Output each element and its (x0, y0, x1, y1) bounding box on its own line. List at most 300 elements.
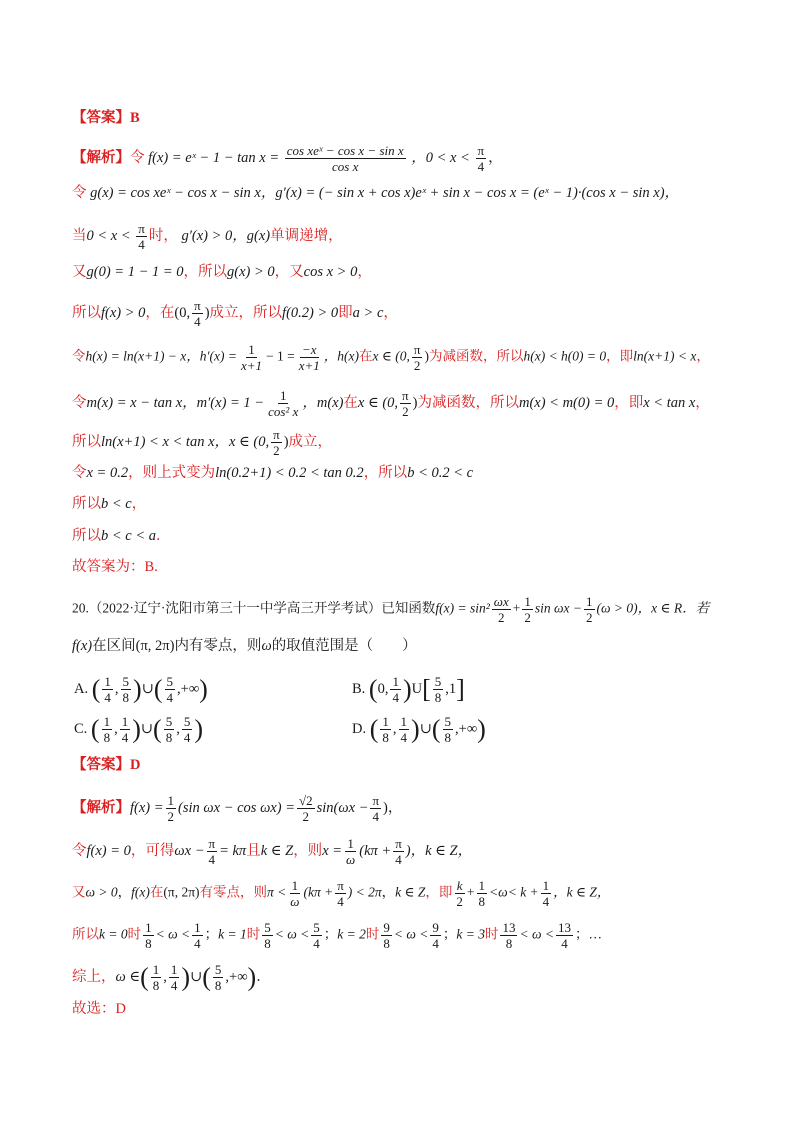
text: ，即 (614, 394, 644, 411)
fraction (500, 920, 517, 951)
formula: < ω < (393, 926, 429, 942)
frac-num: 5 (122, 674, 130, 689)
text: ，在 (145, 304, 175, 321)
frac-den: 8 (122, 690, 130, 705)
fraction (213, 962, 224, 993)
fraction (136, 221, 147, 252)
text: 时， (148, 227, 178, 244)
frac-den: 2 (273, 443, 280, 458)
formula: f(x) (72, 638, 93, 654)
text: 所以 (72, 433, 101, 450)
formula: x ∈ (0, (357, 394, 399, 411)
fraction (239, 342, 264, 373)
formula: ω > 0 (85, 884, 118, 900)
analysis-line-3 (72, 221, 343, 252)
text: 令 (72, 185, 87, 201)
frac-den: 4 (183, 730, 191, 745)
formula: ，k ∈ Z， (553, 884, 611, 900)
text: 令 (72, 842, 87, 859)
formula: (kπ + (303, 884, 334, 900)
formula: ω (498, 884, 508, 900)
frac-num: 5 (313, 920, 320, 935)
frac-den: 8 (444, 730, 452, 745)
frac-num: 1 (248, 342, 255, 357)
infinity: +∞ (458, 720, 478, 737)
text: ， (488, 149, 503, 166)
infinity: +∞ (229, 968, 248, 985)
fraction (400, 388, 411, 419)
text: 所以 (72, 304, 101, 321)
question-20-stem-line-1 (72, 594, 709, 625)
analysis-line-6 (72, 342, 710, 373)
formula: ) (412, 394, 418, 411)
union-symbol: ∪ (140, 720, 154, 737)
text: ， (117, 884, 132, 900)
text: 内有零点，则 (174, 638, 262, 654)
text: ； (442, 926, 457, 942)
frac-num: 5 (214, 962, 222, 977)
analysis-tag: 【解析】 (72, 149, 130, 166)
frac-den: 2 (413, 358, 421, 373)
frac-den: 4 (561, 936, 568, 951)
formula: h(x) = ln(x+1) − x，h′(x) = (85, 348, 237, 364)
formula: x ∈ (0, (372, 348, 410, 364)
text: 时 (246, 926, 261, 942)
fraction (165, 674, 176, 705)
formula: k = 3 (456, 926, 485, 942)
text: ； (575, 926, 589, 942)
answer-line-2 (72, 755, 140, 775)
text: 为减函数，所以 (428, 348, 524, 364)
formula: f(x) = sin² (435, 600, 490, 616)
solution-line-3: 又ω > 0，f(x)在(π, 2π)有零点，则π < $\frac{1}{\omega}$ (kπ + $\frac{\pi}{4}$ ) < 2π，k ∈ Z，即 $\frac{k}{2}$ + $\frac{1}{8}$ <ω< k + $\frac{1}{4}$ ，k ∈ Z， (72, 878, 611, 909)
frac-num: π (477, 143, 485, 158)
fraction (288, 878, 301, 909)
fraction (311, 920, 322, 951)
frac-den: 2 (167, 809, 175, 824)
frac-num: −x (302, 342, 317, 357)
fraction (266, 388, 300, 419)
answer-tag: 【答案】 (72, 110, 130, 126)
solution-line-1 (72, 793, 402, 824)
text: 综上， (72, 968, 116, 985)
text: 在 (359, 348, 373, 364)
frac-den: cos x (332, 159, 359, 174)
text: 的取值范围是（ ） (271, 638, 417, 654)
frac-num: √2 (298, 793, 313, 808)
fraction (271, 427, 282, 458)
formula: (0, (174, 304, 191, 321)
frac-num: 1 (152, 962, 160, 977)
formula: )，k ∈ Z， (405, 842, 473, 859)
frac-den: ω (290, 894, 300, 909)
text: 成立，所以 (209, 304, 283, 321)
solution-line-2 (72, 836, 472, 867)
fraction (492, 594, 511, 625)
union-symbol: ∪ (190, 968, 203, 985)
fraction (430, 920, 441, 951)
formula: π < (267, 884, 287, 900)
frac-num: 1 (103, 714, 111, 729)
number: 1 (448, 680, 457, 697)
frac-den: 8 (214, 978, 222, 993)
formula: = kπ (219, 842, 247, 859)
frac-num: 1 (121, 714, 129, 729)
formula: ) (283, 433, 289, 450)
fraction (370, 793, 381, 824)
text: 所以 (72, 496, 101, 512)
text: 在 (343, 394, 358, 411)
frac-num: cos xeˣ − cos x − sin x (286, 143, 404, 158)
frac-num: π (194, 298, 201, 313)
formula: sin ωx − (534, 600, 582, 616)
formula: (ω > 0)，x ∈ R．若 (596, 600, 710, 616)
fraction (476, 143, 487, 174)
fraction (584, 594, 595, 625)
formula: k ∈ Z (260, 842, 294, 859)
formula: g(x) > 0 (227, 264, 275, 280)
text: 在区间 (92, 638, 136, 654)
formula: f(x) (131, 884, 150, 900)
frac-num: 1 (170, 962, 178, 977)
answer-value: D (130, 757, 141, 773)
frac-den: 2 (402, 404, 409, 419)
frac-num: π (337, 878, 344, 893)
frac-num: π (395, 836, 402, 851)
frac-den: 8 (103, 730, 111, 745)
text: 且 (246, 842, 261, 859)
text: ； (204, 926, 219, 942)
frac-num: 1 (400, 714, 408, 729)
option-d[interactable]: D. ( $\frac{1}{8}$ , $\frac{1}{4}$ )∪( $\frac{5}{8}$ ,+∞) (352, 714, 486, 745)
formula: ωx − (174, 842, 205, 859)
analysis-line-10 (72, 494, 146, 514)
text: 所以 (72, 528, 101, 544)
frac-num: π (413, 342, 421, 357)
analysis-tag: 【解析】 (72, 799, 130, 816)
text: 令 (72, 394, 87, 411)
formula: ，0 < x < (411, 149, 470, 166)
fraction (393, 836, 404, 867)
formula: ln(x+1) < x < tan x，x ∈ (0, (101, 433, 270, 450)
frac-num: 13 (502, 920, 516, 935)
formula: f(x) = 0 (86, 842, 131, 859)
text: ． (256, 968, 271, 985)
text: ； (323, 926, 338, 942)
fraction (556, 920, 573, 951)
frac-num: 1 (382, 714, 389, 729)
formula: sin(ωx − (316, 799, 369, 816)
frac-den: 2 (498, 610, 505, 625)
text: ，又 (274, 264, 304, 280)
formula: a > c (352, 304, 384, 321)
formula: cos x > 0 (303, 264, 358, 280)
frac-num: 5 (165, 714, 173, 729)
option-c[interactable]: C. ( $\frac{1}{8}$ , $\frac{1}{4}$ )∪( $\frac{5}{8}$ , $\frac{5}{4}$ ) (74, 714, 204, 745)
option-label: C. (74, 720, 88, 737)
text: ，所以 (363, 465, 408, 481)
formula: h(x) < h(0) = 0 (523, 348, 607, 364)
formula: )， (383, 799, 403, 816)
fraction (297, 793, 315, 824)
text: 令 (72, 348, 86, 364)
text: 20.（2022·辽宁·沈阳市第三十一中学高三开学考试）已知函数 (72, 600, 436, 616)
union-symbol: U (411, 680, 423, 697)
solution-line-5: 综上，ω ∈( $\frac{1}{8}$ , $\frac{1}{4}$ )∪( $\frac{5}{8}$ ,+∞)． (72, 962, 271, 993)
option-label: B. (352, 680, 366, 697)
frac-num: 9 (432, 920, 439, 935)
frac-den: x+1 (298, 358, 320, 373)
fraction (169, 962, 180, 993)
frac-den: 4 (395, 852, 402, 867)
fraction (192, 920, 203, 951)
formula: (kπ + (359, 842, 392, 859)
formula: (π, 2π) (163, 884, 200, 900)
formula: ln(0.2+1) < 0.2 < tan 0.2 (215, 465, 364, 481)
formula: ω ∈ (115, 968, 141, 985)
number: 0 (377, 680, 385, 697)
text: 有零点，则 (199, 884, 268, 900)
frac-den: 8 (165, 730, 173, 745)
fraction (390, 674, 401, 705)
fraction (102, 674, 113, 705)
fraction (262, 920, 273, 951)
frac-num: 1 (291, 878, 299, 893)
infinity: +∞ (180, 680, 200, 697)
fraction (344, 836, 357, 867)
frac-den: 2 (586, 610, 593, 625)
formula: ) < 2π (347, 884, 382, 900)
formula: − 1 = (266, 348, 295, 364)
option-b[interactable]: B. (0, $\frac{1}{4}$ )U[ $\frac{5}{8}$ ,1] (352, 674, 465, 705)
fraction (433, 674, 444, 705)
fraction (120, 714, 131, 745)
frac-den: 4 (194, 314, 201, 329)
formula: x = (322, 842, 343, 859)
frac-den: x+1 (240, 358, 263, 373)
analysis-line-7 (72, 388, 710, 419)
fraction (454, 878, 465, 909)
frac-den: 4 (170, 978, 178, 993)
frac-num: π (372, 793, 380, 808)
frac-num: ωx (493, 594, 509, 609)
frac-den: 2 (456, 894, 463, 909)
text: 令 (130, 149, 145, 166)
fraction (477, 878, 488, 909)
analysis-line-2 (72, 183, 679, 203)
fraction (182, 714, 193, 745)
final-choice: 故选：D (72, 1001, 126, 1017)
frac-num: 5 (434, 674, 442, 689)
question-20-stem-line-2 (72, 636, 417, 656)
fraction (412, 342, 423, 373)
text: ，即 (606, 348, 634, 364)
option-label: A. (74, 680, 89, 697)
text: 又 (72, 884, 86, 900)
frac-num: 5 (264, 920, 271, 935)
frac-num: 13 (558, 920, 571, 935)
frac-num: π (402, 388, 409, 403)
fraction (381, 920, 392, 951)
frac-num: 5 (444, 714, 452, 729)
formula: k = 0 (99, 926, 128, 942)
fraction (121, 674, 132, 705)
text: ，可得 (130, 842, 175, 859)
text: 在 (149, 884, 164, 900)
formula: (π, 2π) (135, 638, 175, 654)
frac-num: 1 (478, 878, 486, 893)
frac-num: 1 (279, 388, 287, 403)
frac-den: 8 (264, 936, 271, 951)
frac-den: 2 (524, 610, 531, 625)
frac-den: 8 (145, 936, 152, 951)
text: 时 (365, 926, 380, 942)
formula: + (512, 600, 521, 616)
frac-den: 8 (383, 936, 390, 951)
frac-den: 2 (302, 809, 310, 824)
formula: k = 1 (218, 926, 247, 942)
fraction (380, 714, 391, 745)
fraction (522, 594, 533, 625)
fraction (102, 714, 113, 745)
frac-den: ω (346, 852, 356, 867)
frac-den: 4 (121, 730, 129, 745)
option-label: D. (352, 720, 367, 737)
frac-num: π (273, 427, 280, 442)
text: ， (383, 304, 398, 321)
formula: k = 2 (337, 926, 366, 942)
formula: ) (424, 348, 429, 364)
answer-line (72, 108, 140, 128)
fraction (151, 962, 162, 993)
frac-den: 8 (478, 894, 486, 909)
frac-den: 8 (152, 978, 160, 993)
frac-num: 9 (383, 920, 390, 935)
solution-line-4 (72, 920, 602, 951)
formula: f(0.2) > 0 (282, 304, 339, 321)
text: ， (357, 264, 372, 280)
text: 成立， (288, 433, 333, 450)
frac-den: 4 (542, 894, 550, 909)
formula: g′(x) > 0，g(x) (181, 227, 271, 244)
option-a[interactable]: A. ( $\frac{1}{4}$ , $\frac{5}{8}$ )∪( $\frac{5}{4}$ ,+∞) (74, 674, 208, 705)
formula: ) (204, 304, 210, 321)
text: 又 (72, 264, 87, 280)
formula: b < c (101, 496, 132, 512)
fraction (297, 342, 322, 373)
text: ，则 (293, 842, 323, 859)
analysis-line-1 (72, 143, 503, 174)
formula: 0 < x < (86, 227, 131, 244)
frac-num: 1 (347, 836, 354, 851)
fraction (192, 298, 203, 329)
formula: g(x) = cos xeˣ − cos x − sin x，g′(x) = (− sin x + cos x)eˣ + sin x − cos x = (eˣ − 1)·(cos x − sin x)， (90, 185, 680, 201)
formula: f(x) = eˣ − 1 − tan x = (148, 149, 280, 166)
formula: < ω < (274, 926, 310, 942)
text: 时 (127, 926, 142, 942)
formula: < ω < (519, 926, 554, 942)
fraction (207, 836, 218, 867)
frac-den: 4 (313, 936, 320, 951)
frac-den: 4 (372, 809, 379, 824)
text: ，则上式变为 (128, 465, 216, 481)
answer-tag: 【答案】 (72, 757, 130, 773)
text: ， (381, 884, 396, 900)
ellipsis: … (588, 926, 602, 942)
text: 令 (72, 465, 87, 481)
formula: ω (261, 638, 272, 654)
frac-num: π (138, 221, 145, 236)
text: ， (695, 394, 710, 411)
frac-num: 1 (392, 674, 399, 689)
analysis-line-8 (72, 427, 332, 458)
fraction (166, 793, 177, 824)
formula: (sin ωx − cos ωx) = (178, 799, 295, 816)
text: 单调递增， (270, 227, 343, 244)
analysis-line-4 (72, 262, 372, 282)
analysis-line-5 (72, 298, 398, 329)
formula: < ω < (155, 926, 191, 942)
formula: b < c < a (101, 528, 157, 544)
formula: f(x) > 0 (101, 304, 146, 321)
formula: ln(x+1) < x (633, 348, 697, 364)
formula: m(x) = x − tan x，m′(x) = 1 − (86, 394, 265, 411)
fraction (443, 714, 454, 745)
text: 时 (484, 926, 499, 942)
text: ，所以 (183, 264, 228, 280)
text: 为减函数，所以 (417, 394, 519, 411)
formula: ，h(x) (323, 348, 360, 364)
frac-den: 4 (477, 159, 485, 174)
formula: g(0) = 1 − 1 = 0 (86, 264, 184, 280)
frac-den: 4 (337, 894, 344, 909)
frac-num: 1 (194, 920, 201, 935)
frac-num: 1 (145, 920, 152, 935)
frac-num: 5 (166, 674, 174, 689)
frac-num: 1 (104, 674, 111, 689)
formula: ，m(x) (302, 394, 344, 411)
fraction (399, 714, 410, 745)
frac-den: 4 (400, 730, 408, 745)
text: ． (156, 528, 171, 544)
fraction (335, 878, 346, 909)
formula: x < tan x (643, 394, 696, 411)
frac-num: 1 (586, 594, 593, 609)
union-symbol: ∪ (141, 680, 154, 697)
text: ， (696, 348, 710, 364)
text: 当 (72, 227, 87, 244)
fraction (285, 143, 406, 174)
frac-num: 1 (167, 793, 175, 808)
frac-num: 5 (183, 714, 191, 729)
frac-den: 8 (382, 730, 389, 745)
formula: k ∈ Z (395, 884, 426, 900)
formula: < (489, 884, 499, 900)
frac-num: π (208, 836, 216, 851)
formula: b < 0.2 < c (407, 465, 474, 481)
analysis-line-9 (72, 463, 473, 483)
frac-den: 4 (432, 936, 439, 951)
union-symbol: ∪ (419, 720, 432, 737)
frac-num: 1 (542, 878, 550, 893)
text: ，即 (425, 884, 453, 900)
analysis-conclusion: 故答案为：B. (72, 559, 158, 575)
formula: m(x) < m(0) = 0 (518, 394, 615, 411)
frac-den: 4 (194, 936, 201, 951)
formula: f(x) = (130, 799, 164, 816)
frac-num: 1 (524, 594, 531, 609)
fraction (541, 878, 552, 909)
